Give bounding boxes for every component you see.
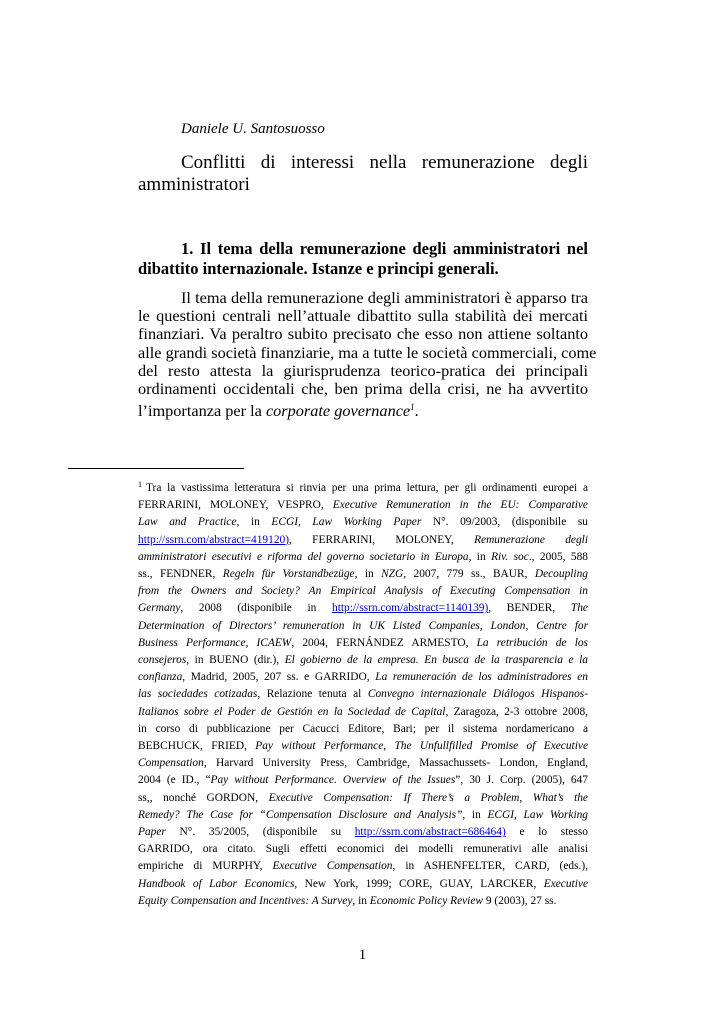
heading-line-2: dibattito internazionale. Istanze e principi generali. [138, 259, 499, 278]
text-run-italic: amministratori esecutivi e riforma del governo societario in Europa [138, 550, 469, 563]
text-run: l’importanza per la [138, 401, 266, 421]
body-paragraph [138, 288, 597, 421]
text-run-italic: Law and Practice [138, 516, 237, 529]
text-run-italic: las sociedades cotizadas [138, 688, 258, 701]
paragraph-line: alle grandi società finanziarie, ma a tutte le società commerciali, come [138, 342, 597, 362]
text-run-italic: from the Owners and Society? An Empirical Analysis of Executing Compensation in [138, 585, 588, 598]
text-run-italic: The [570, 602, 588, 615]
text-run: , Zaragoza, 2-3 ottobre 2008, [445, 705, 588, 718]
footnote-reference[interactable]: 1 [410, 402, 415, 413]
text-run-italic: Riv. soc [491, 550, 529, 563]
ssrn-link-686464[interactable]: http://ssrn.com/abstract=686464) [354, 826, 506, 839]
footnote-line [138, 876, 588, 893]
text-run: e lo stesso [505, 826, 588, 839]
footnote-line [138, 686, 588, 703]
text-run: empiriche di MURPHY, [138, 860, 273, 873]
text-run: in corso di pubblicazione per Cacucci Editore, Bari; per il sistema nordamericano a [138, 722, 588, 735]
paragraph-line: Il tema della remunerazione degli amministratori è apparso tra [181, 288, 588, 307]
text-run-italic: NZG [381, 568, 404, 581]
footnote-line [138, 652, 588, 669]
ssrn-link-419120[interactable]: http://ssrn.com/abstract=419120) [138, 533, 289, 546]
text-run-italic: Executive Remuneration in the EU: Comparative [332, 499, 588, 512]
paragraph-line [138, 398, 588, 420]
text-run-italic: ECGI, Law Working [487, 808, 589, 821]
footnote-line [138, 772, 588, 789]
text-run: , BENDER, [488, 602, 571, 615]
footnote-line [138, 476, 588, 497]
text-run: , FERRARINI, MOLONEY, [289, 533, 475, 546]
text-run: , in [236, 516, 272, 529]
text-run-italic: Executive Compensation [272, 860, 393, 873]
author-name: Daniele U. Santosuosso [181, 121, 325, 137]
footnote-line [138, 635, 588, 652]
text-run-italic: ECGI, Law Working Paper [271, 516, 422, 529]
text-run-italic: Decoupling [534, 568, 588, 581]
footnote-mark: 1 [138, 480, 142, 489]
text-run: , Harvard University Press, Cambridge, Massachussets- London, England, [203, 757, 588, 770]
footnote-line [138, 704, 588, 721]
text-run-italic: Paper [138, 826, 166, 839]
text-run-italic: Executive Compensation: If There’s a Problem, What’s the [268, 791, 588, 804]
footnote-separator [68, 468, 244, 469]
text-run: ”, 30 J. Corp. (2005), 647 [455, 774, 588, 787]
text-run: 9 (2003), 27 ss. [483, 894, 557, 907]
text-run-italic: Executive [543, 877, 588, 890]
footnote-line [138, 893, 588, 910]
section-heading [138, 239, 588, 279]
footnote-line [138, 583, 588, 600]
text-run-italic: Remedy? The Case for “Compensation Disclosure and Analysis” [138, 808, 463, 821]
footnote-line [138, 549, 588, 566]
text-run: , 2007, 779 ss., BAUR, [403, 568, 535, 581]
text-run-italic: Italianos sobre el Poder de Gestión en la Sociedad de Capital [138, 705, 446, 718]
footnote-line [138, 497, 588, 514]
text-run-italic: Pay without Performance. Overview of the Issues [210, 774, 456, 787]
text-run-italic: La retribución de los [476, 636, 588, 649]
text-run: 2004 (e ID., “ [138, 774, 211, 787]
text-run: N°. 35/2005, (disponibile su [165, 826, 355, 839]
text-run: GARRIDO, ora citato. Sugli effetti economici dei modelli remunerativi alle analisi [138, 843, 588, 856]
footnote-line [138, 532, 588, 549]
footnote-line [138, 600, 588, 617]
footnote-line [138, 841, 588, 858]
text-run-italic: consejeros [138, 654, 187, 667]
footnote-line [138, 824, 588, 841]
text-run-italic: confianza [138, 671, 183, 684]
text-run: , in BUENO (dir.), [186, 654, 285, 667]
text-run: , in [354, 568, 382, 581]
text-run-italic: Pay without Performance, The Unfullfilled Promise of Executive [255, 740, 589, 753]
footnote-line [138, 738, 588, 755]
page-number: 1 [358, 947, 367, 963]
footnote-line [138, 858, 588, 875]
footnote-line [138, 669, 588, 686]
text-run: Tra la vastissima letteratura si rinvia per una prima lettura, per gli ordinamenti europei a [146, 482, 588, 494]
text-run-italic: Equity Compensation and Incentives: A Survey [138, 894, 353, 907]
text-run-italic: Regeln für Vorstandbezüge [222, 568, 355, 581]
text-run: , 2004, FERNÁNDEZ ARMESTO, [291, 636, 477, 649]
paragraph-line: finanziari. Va peraltro subito precisato che esso non attiene soltanto [138, 324, 588, 344]
footnote-line [138, 755, 588, 772]
footnote-line [138, 618, 588, 635]
title-line-2: amministratori [138, 174, 250, 195]
text-run: ss,, nonché GORDON, [138, 791, 269, 804]
text-run: . [414, 401, 419, 421]
footnote [138, 476, 588, 910]
paragraph-line: ordinamenti occidentali che, ben prima della crisi, ne ha avvertito [138, 379, 588, 399]
text-run-italic: Germany [138, 602, 181, 615]
text-run: , in [352, 894, 370, 907]
text-run: , in [468, 550, 492, 563]
text-run-italic: Business Performance, ICAEW [138, 636, 292, 649]
text-run: FERRARINI, MOLONEY, VESPRO, [138, 499, 333, 512]
footnote-line [138, 566, 588, 583]
text-run: ss., FENDNER, [138, 568, 223, 581]
footnote-line [138, 721, 588, 738]
text-run: , New York, 1999; CORE, GUAY, LARCKER, [294, 877, 544, 890]
footnote-line [138, 807, 588, 824]
text-run: , in [462, 808, 488, 821]
paragraph-line: del resto attesta la giurisprudenza teorico-pratica dei principali [138, 360, 588, 380]
heading-line-1: 1. Il tema della remunerazione degli amministratori nel [181, 239, 588, 258]
text-run: ., 2005, 588 [528, 550, 588, 563]
footnote-line [138, 514, 588, 531]
text-run-italic: Compensation [138, 757, 204, 770]
text-run-italic: Handbook of Labor Economics [138, 877, 295, 890]
text-run: , Madrid, 2005, 207 ss. e GARRIDO, [182, 671, 376, 684]
text-run-italic: Economic Policy Review [369, 894, 484, 907]
footnote-line [138, 790, 588, 807]
title-line-1: Conflitti di interessi nella remunerazione degli [181, 152, 588, 173]
text-run-italic: La remuneración de los administradores en [375, 671, 588, 684]
text-run: , 2008 (disponibile in [180, 602, 332, 615]
text-run-italic: corporate governance [265, 401, 411, 421]
text-run: BEBCHUCK, FRIED, [138, 740, 256, 753]
text-run: , in ASHENFELTER, CARD, (eds.), [392, 860, 588, 873]
document-title [138, 152, 588, 196]
text-run-italic: Remunerazione degli [474, 533, 589, 546]
text-run-italic: Convegno internazionale Diálogos Hispanos- [367, 688, 589, 701]
paragraph-line: le questioni centrali nell’attuale dibattito sulla stabilità dei mercati [138, 306, 588, 326]
ssrn-link-1140139[interactable]: http://ssrn.com/abstract=1140139) [332, 602, 489, 615]
text-run: , Relazione tenuta al [257, 688, 368, 701]
text-run-italic: El gobierno de la empresa. En busca de la trasparencia e la [284, 654, 588, 667]
text-run-italic: Determination of Directors’ remuneration in UK Listed Companies, London, Centre for [138, 619, 588, 632]
text-run: N°. 09/2003, (disponibile su [421, 516, 589, 529]
